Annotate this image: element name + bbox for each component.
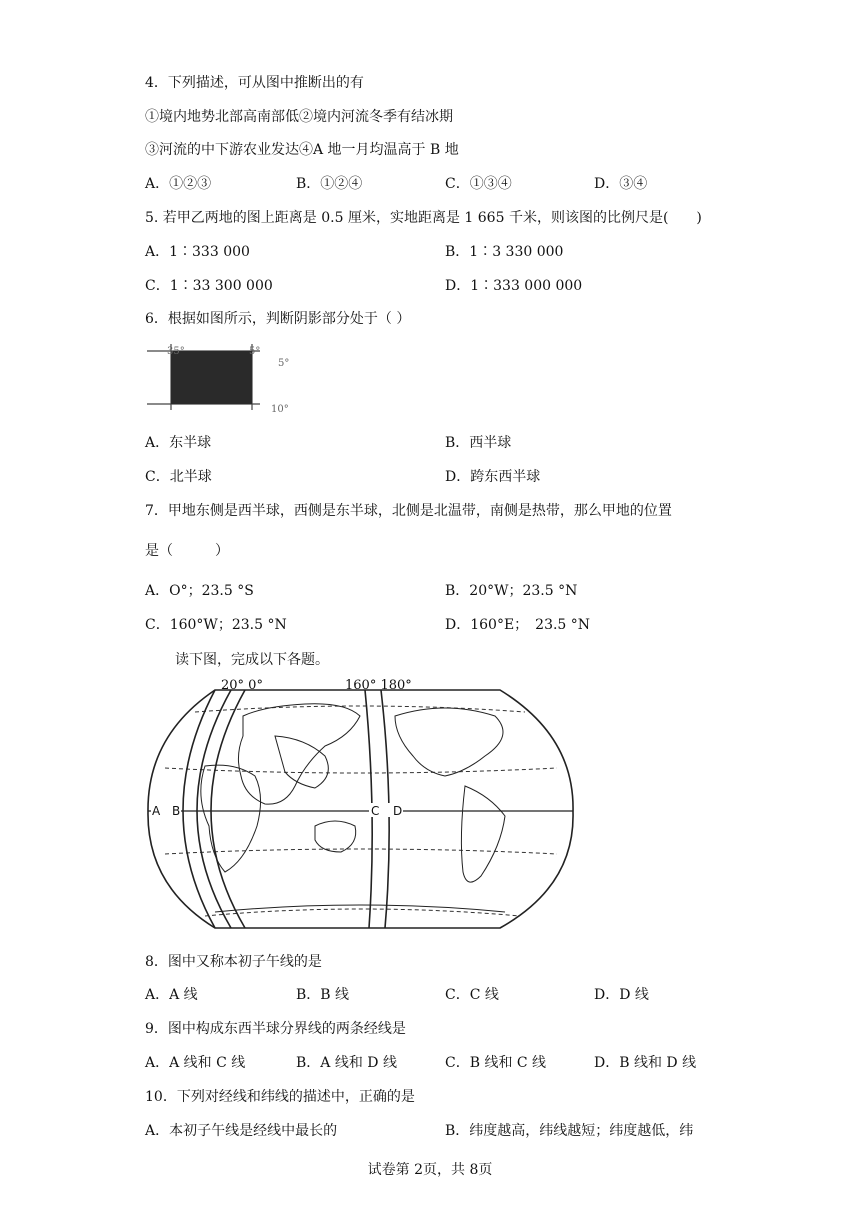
map-label-b: B: [172, 804, 181, 818]
q4-option-d: D．③④: [594, 176, 648, 192]
q4-statement-1: ①境内地势北部高南部低②境内河流冬季有结冰期: [145, 109, 453, 125]
q4-option-a: A．①②③: [145, 176, 212, 192]
q10-option-b: B．纬度越高，纬线越短；纬度越低，纬: [445, 1123, 694, 1139]
q6-option-b: B．西半球: [445, 435, 512, 451]
q4-option-b: B．①②④: [296, 176, 363, 192]
q6-option-a: A．东半球: [145, 435, 212, 451]
map-label-a: A: [152, 804, 161, 818]
q6-option-d: D．跨东西半球: [445, 469, 541, 485]
q9-option-b: B．A 线和 D 线: [296, 1055, 397, 1071]
q8-option-c: C．C 线: [445, 987, 499, 1003]
map-label-d: D: [393, 804, 403, 818]
q7-option-c: C．160°W；23.5 °N: [145, 617, 287, 633]
q6-stem: 6．根据如图所示，判断阴影部分处于（ ）: [145, 311, 411, 327]
q6-figure: [145, 342, 305, 418]
q8-option-a: A．A 线: [145, 987, 198, 1003]
q10-option-a: A．本初子午线是经线中最长的: [145, 1123, 338, 1139]
page-footer: 试卷第 2页，共 8页: [367, 1162, 493, 1178]
q4-stem: 4．下列描述，可从图中推断出的有: [145, 75, 364, 91]
q9-option-c: C．B 线和 C 线: [445, 1055, 547, 1071]
q9-option-d: D．B 线和 D 线: [594, 1055, 697, 1071]
q5-option-d: D．1∶333 000 000: [445, 278, 583, 294]
q8-stem: 8．图中又称本初子午线的是: [145, 954, 322, 970]
map-label-20-0: 20° 0°: [221, 678, 263, 693]
q7-option-a: A．O°；23.5 °S: [145, 583, 254, 599]
q7-stem-line-1: 7．甲地东侧是西半球，西侧是东半球，北侧是北温带，南侧是热带，那么甲地的位置: [145, 503, 672, 519]
q6-shaded-area: [171, 351, 252, 404]
q7-stem-line-2: 是（ ）: [145, 543, 229, 559]
map-label-160-180: 160° 180°: [345, 678, 412, 693]
q5-option-b: B．1∶3 330 000: [445, 244, 564, 260]
q9-option-a: A．A 线和 C 线: [145, 1055, 246, 1071]
map-label-c: C: [371, 804, 380, 818]
q8-option-d: D．D 线: [594, 987, 649, 1003]
q5-option-c: C．1∶33 300 000: [145, 278, 273, 294]
q7-option-d: D．160°E； 23.5 °N: [445, 617, 591, 633]
map-intro: 读下图，完成以下各题。: [175, 652, 329, 668]
q7-option-b: B．20°W；23.5 °N: [445, 583, 578, 599]
q8-option-b: B．B 线: [296, 987, 350, 1003]
q6-label-10: 10°: [271, 404, 289, 415]
q6-label-5-right: 5°: [278, 358, 290, 369]
q6-option-c: C．北半球: [145, 469, 212, 485]
q10-stem: 10．下列对经线和纬线的描述中，正确的是: [145, 1089, 415, 1105]
q4-statement-2: ③河流的中下游农业发达④A 地一月均温高于 B 地: [145, 142, 459, 158]
q4-option-c: C．①③④: [445, 176, 512, 192]
q9-stem: 9．图中构成东西半球分界线的两条经线是: [145, 1021, 406, 1037]
q6-label-5-top: 5°: [249, 346, 261, 357]
q5-option-a: A．1∶333 000: [145, 244, 250, 260]
world-map: [145, 676, 575, 938]
q6-label-35: 35°: [167, 346, 185, 357]
q5-stem: 5. 若甲乙两地的图上距离是 0.5 厘米，实地距离是 1 665 千米，则该图的比例尺是( ): [145, 210, 702, 226]
